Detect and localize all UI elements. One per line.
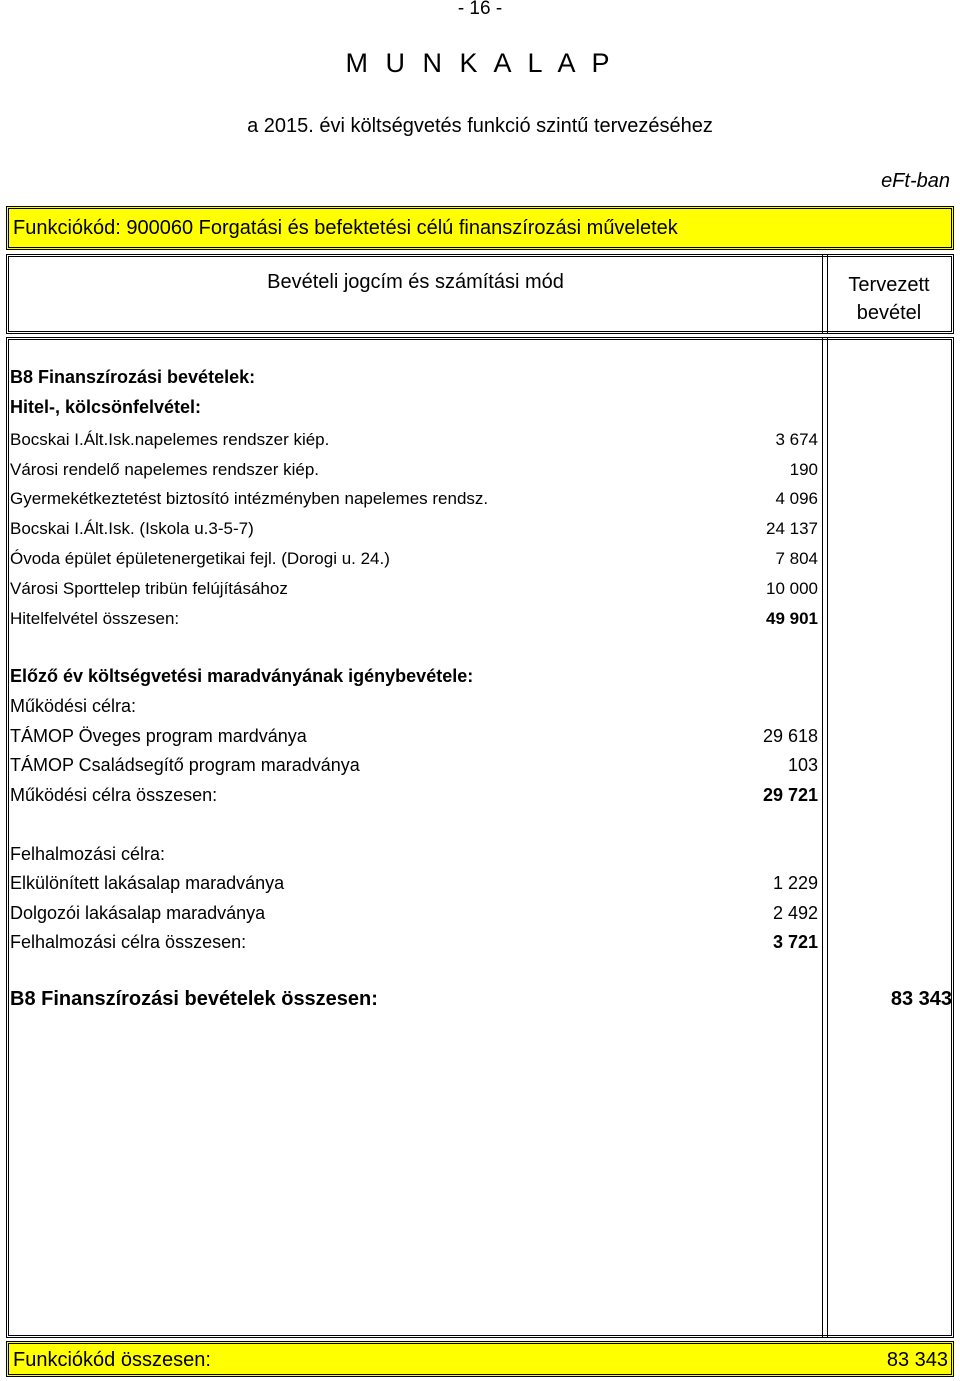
function-total-label: Funkciókód összesen: [13,1349,211,1371]
row-label: Városi Sporttelep tribün felújításához [10,579,288,598]
row-label: TÁMOP Családsegítő program maradványa [10,755,360,775]
header-planned-line1: Tervezett [848,274,930,296]
row-value: 4 096 [775,489,818,508]
section-subheading [10,397,818,421]
table-row [10,519,818,543]
header-revenue-title: Bevételi jogcím és számítási mód [267,271,564,293]
unit-label: eFt-ban [881,170,950,192]
capital-heading: Felhalmozási célra: [10,844,166,864]
subtotal-label: Működési célra összesen: [10,785,218,805]
row-label: Bocskai I.Ált.Isk.napelemes rendszer kiép. [10,430,330,449]
table-row [10,903,818,927]
row-value: 24 137 [766,519,818,538]
function-total-box [6,1341,954,1377]
column-divider [822,337,828,1338]
row-label: TÁMOP Öveges program mardványa [10,726,307,746]
row-value: 10 000 [766,579,818,598]
row-value: 190 [789,460,818,479]
function-code-box [6,206,954,250]
section-subheading [10,696,818,720]
subtotal-row [10,609,818,633]
row-value: 103 [787,755,818,775]
table-row [10,430,818,454]
prev-year-heading: Előző év költségvetési maradványának igénybevétele: [10,666,474,686]
table-body [6,337,954,1338]
table-row [10,549,818,573]
table-row [10,755,818,779]
row-value: 2 492 [772,903,818,923]
page-title: M U N K A L A P [345,48,615,78]
page-subtitle: a 2015. évi költségvetés funkció szintű tervezéséhez [247,115,713,137]
grand-total-value: 83 343 [890,988,952,1010]
section-heading [10,666,818,690]
row-label: Városi rendelő napelemes rendszer kiép. [10,460,320,479]
operating-heading: Működési célra: [10,696,137,716]
loan-subheading: Hitel-, kölcsönfelvétel: [10,397,202,417]
row-value: 29 618 [762,726,818,746]
subtotal-value: 3 721 [772,932,818,952]
row-label: Óvoda épület épületenergetikai fejl. (Dorogi u. 24.) [10,549,390,568]
table-row [10,726,818,750]
row-value: 1 229 [772,873,818,893]
table-row [10,489,818,513]
header-planned-line2: bevétel [856,302,922,324]
subtotal-row [10,785,818,809]
section-subheading [10,844,818,868]
row-value: 7 804 [775,549,818,568]
subtotal-row [10,932,818,956]
b8-heading: B8 Finanszírozási bevételek: [10,367,256,387]
subtotal-label: Felhalmozási célra összesen: [10,932,247,952]
row-value: 3 674 [775,430,818,449]
row-label: Gyermekétkeztetést biztosító intézményben napelemes rendsz. [10,489,489,508]
table-row [10,579,818,603]
function-total-value: 83 343 [886,1349,948,1371]
subtotal-label: Hitelfelvétel összesen: [10,609,180,628]
function-code-label: Funkciókód: 900060 Forgatási és befektetési célú finanszírozási műveletek [13,217,678,239]
header-planned-revenue [827,271,951,327]
row-label: Dolgozói lakásalap maradványa [10,903,266,923]
table-row [10,873,818,897]
grand-total-label: B8 Finanszírozási bevételek összesen: [10,988,378,1010]
row-label: Elkülönített lakásalap maradványa [10,873,285,893]
row-label: Bocskai I.Ált.Isk. (Iskola u.3-5-7) [10,519,254,538]
page-number: - 16 - [457,0,503,19]
table-row [10,460,818,484]
section-heading [10,367,818,391]
subtotal-value: 29 721 [762,785,818,805]
table-header [6,254,954,334]
subtotal-value: 49 901 [766,609,818,628]
